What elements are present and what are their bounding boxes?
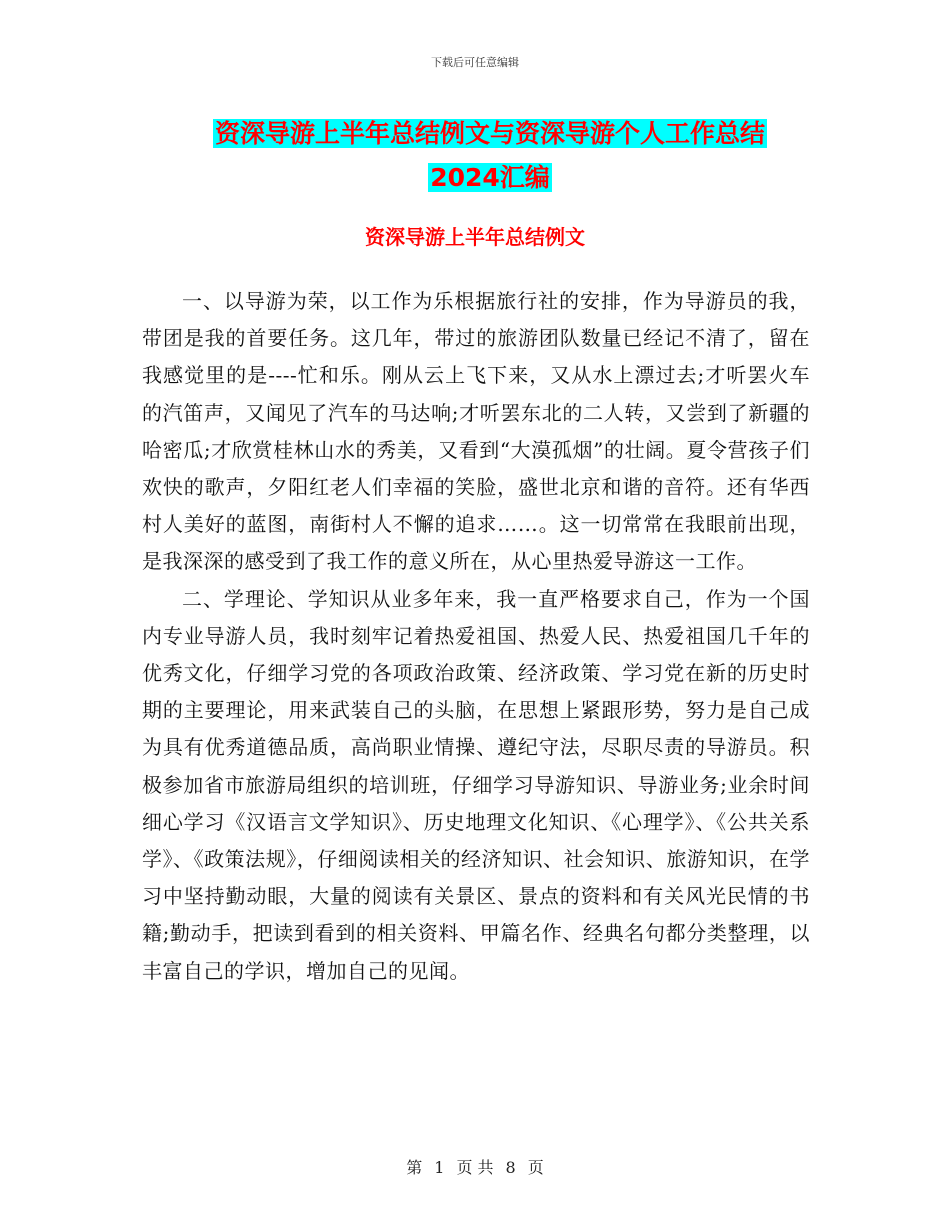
document-title-line-1: 资深导游上半年总结例文与资深导游个人工作总结 xyxy=(214,119,765,148)
section-title: 资深导游上半年总结例文 xyxy=(365,225,585,249)
footer-page-number: 1 xyxy=(434,1158,445,1177)
document-body xyxy=(142,283,810,990)
footer-middle: 页 共 xyxy=(456,1158,494,1177)
document-title-line-2: 2024汇编 xyxy=(430,163,550,192)
header-note: 下载后可任意编辑 xyxy=(431,56,519,69)
paragraph-1: 一、以导游为荣，以工作为乐根据旅行社的安排，作为导游员的我，带团是我的首要任务。这几年，带过的旅游团队数量已经记不清了，留在我感觉里的是----忙和乐。刚从云上飞下来，又从水上漂过去;才听罢火车的汽笛声，又闻见了汽车的马达响;才听罢东北的二人转，又尝到了新疆的哈密瓜;才欣赏桂林山水的秀美，又看到“大漠孤烟”的壮阔。夏令营孩子们欢快的歌声，夕阳红老人们幸福的笑脸，盛世北京和谐的音符。还有华西村人美好的蓝图，南街村人不懈的追求……。这一切常常在我眼前出现，是我深深的感受到了我工作的意义所在，从心里热爱导游这一工作。 xyxy=(142,289,810,574)
footer-prefix: 第 xyxy=(406,1158,423,1177)
document-title xyxy=(140,112,840,200)
footer-suffix: 页 xyxy=(527,1158,544,1177)
footer-total-pages: 8 xyxy=(505,1158,516,1177)
paragraph-2: 二、学理论、学知识从业多年来，我一直严格要求自己，作为一个国内专业导游人员，我时刻牢记着热爱祖国、热爱人民、热爱祖国几千年的优秀文化，仔细学习党的各项政治政策、经济政策、学习党在新的历史时期的主要理论，用来武装自己的头脑，在思想上紧跟形势，努力是自己成为具有优秀道德品质，高尚职业情操、遵纪守法，尽职尽责的导游员。积极参加省市旅游局组织的培训班，仔细学习导游知识、导游业务;业余时间细心学习《汉语言文学知识》、历史地理文化知识、《心理学》、《公共关系学》、《政策法规》，仔细阅读相关的经济知识、社会知识、旅游知识，在学习中坚持勤动眼，大量的阅读有关景区、景点的资料和有关风光民情的书籍;勤动手，把读到看到的相关资料、甲篇名作、经典名句都分类整理，以丰富自己的学识，增加自己的见闻。 xyxy=(142,586,810,983)
page-footer xyxy=(0,1155,950,1178)
